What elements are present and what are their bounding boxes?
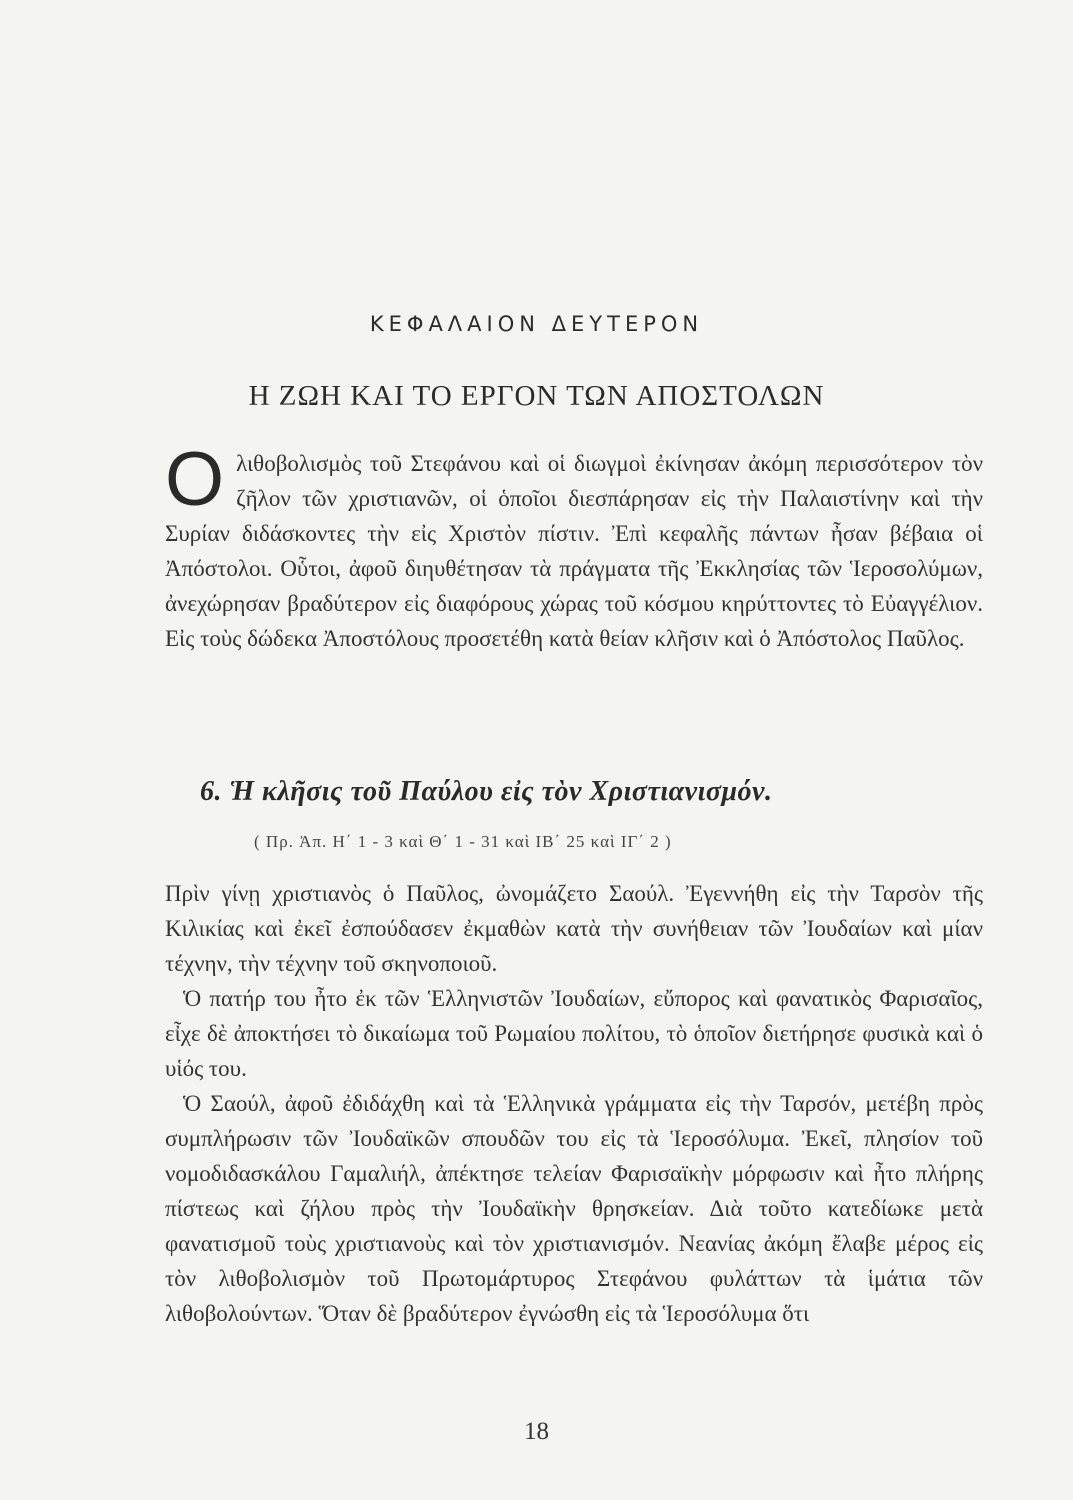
drop-cap: Ο — [165, 437, 225, 522]
intro-paragraph — [165, 437, 983, 656]
section-body — [165, 876, 983, 1331]
intro-text: λιθοβολισμὸς τοῦ Στεφάνου καὶ οἱ διωγμοὶ ἐκίνησαν ἀκόμη περισσότερον τὸν ζῆλον τῶν χριστιανῶν, οἱ ὁποῖοι διεσπάρησαν εἰς τὴν Παλαιστίνην καὶ τὴν Συρίαν διδάσκοντες τὴν εἰς Χριστὸν πίστιν. Ἐπὶ κεφαλῆς πάντων ἦσαν βέβαια οἱ Ἀπόστολοι. Οὗτοι, ἀφοῦ διηυθέτησαν τὰ πράγματα τῆς Ἐκκλησίας τῶν Ἱεροσολύμων, ἀνεχώρησαν βραδύτερον εἰς διαφόρους χώρας τοῦ κόσμου κηρύττοντες τὸ Εὐαγγέλιον. Εἰς τοὺς δώδεκα Ἀποστόλους προσετέθη κατὰ θείαν κλῆσιν καὶ ὁ Ἀπόστολος Παῦλος. — [165, 451, 983, 651]
chapter-title: Η ΖΩΗ ΚΑΙ ΤΟ ΕΡΓΟΝ ΤΩΝ ΑΠΟΣΤΟΛΩΝ — [248, 380, 825, 412]
paragraph: Ὁ πατήρ του ἦτο ἐκ τῶν Ἑλληνιστῶν Ἰουδαίων, εὔπορος καὶ φανατικὸς Φαρισαῖος, εἶχε δὲ ἀποκτήσει τὸ δικαίωμα τοῦ Ρωμαίου πολίτου, τὸ ὁποῖον διετήρησε φυσικὰ καὶ ὁ υἱός του. — [165, 986, 983, 1081]
paragraph: Πρὶν γίνῃ χριστιανὸς ὁ Παῦλος, ὠνομάζετο Σαούλ. Ἐγεννήθη εἰς τὴν Ταρσὸν τῆς Κιλικίας καὶ ἐκεῖ ἐσπούδασεν ἐκμαθὼν κατὰ τὴν συνήθειαν τῶν Ἰουδαίων καὶ μίαν τέχνην, τὴν τέχνην τοῦ σκηνοποιοῦ. — [165, 881, 983, 976]
page-number: 18 — [524, 1418, 549, 1445]
paragraph: Ὁ Σαούλ, ἀφοῦ ἐδιδάχθη καὶ τὰ Ἑλληνικὰ γράμματα εἰς τὴν Ταρσόν, μετέβη πρὸς συμπλήρωσιν τῶν Ἰουδαϊκῶν σπουδῶν του εἰς τὰ Ἱεροσόλυμα. Ἐκεῖ, πλησίον τοῦ νομοδιδασκάλου Γαμαλιήλ, ἀπέκτησε τελείαν Φαρισαϊκὴν μόρφωσιν καὶ ἦτο πλήρης πίστεως καὶ ζήλου πρὸς τὴν Ἰουδαϊκὴν θρησκείαν. Διὰ τοῦτο κατεδίωκε μετὰ φανατισμοῦ τοὺς χριστιανοὺς καὶ τὸν χριστιανισμόν. Νεανίας ἀκόμη ἔλαβε μέρος εἰς τὸν λιθοβολισμὸν τοῦ Πρωτομάρτυρος Στεφάνου φυλάττων τὰ ἱμάτια τῶν λιθοβολούντων. Ὅταν δὲ βραδύτερον ἐγνώσθη εἰς τὰ Ἱεροσόλυμα ὅτι — [165, 1091, 983, 1326]
section-reference: ( Πρ. Ἀπ. Η΄ 1 - 3 καὶ Θ΄ 1 - 31 καὶ ΙΒ΄ 25 καὶ ΙΓ΄ 2 ) — [254, 832, 672, 851]
chapter-label: ΚΕΦΑΛΑΙΟΝ ΔΕΥΤΕΡΟΝ — [369, 312, 704, 336]
section-heading: 6. Ἡ κλῆσις τοῦ Παύλου εἰς τὸν Χριστιανισμόν. — [200, 776, 773, 807]
